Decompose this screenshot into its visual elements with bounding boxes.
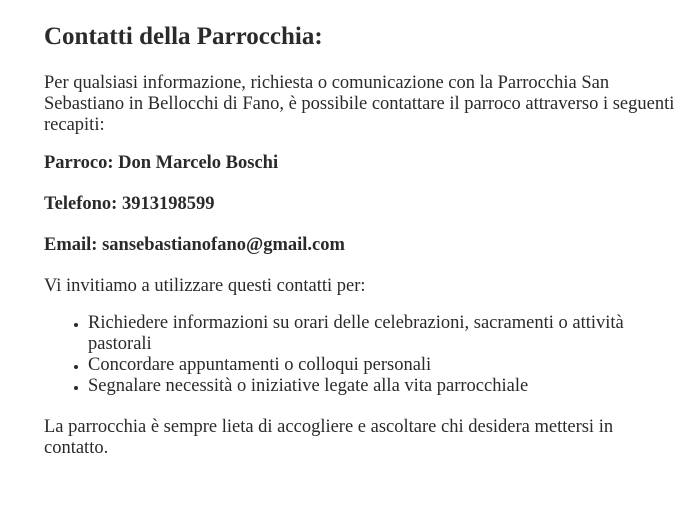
invite-paragraph: Vi invitiamo a utilizzare questi contatti per:: [44, 276, 366, 296]
email-label: Email:: [44, 235, 103, 255]
closing-paragraph: La parrocchia è sempre lieta di accogliere e ascoltare chi desidera mettersi in contatto.: [44, 417, 614, 458]
uses-list: [44, 313, 677, 397]
intro-paragraph: Per qualsiasi informazione, richiesta o comunicazione con la Parrocchia San Sebastiano in Bellocchi di Fano, è possibile contattare il parroco attraverso i seguenti recapiti:: [44, 73, 675, 135]
parroco-line: Parroco: Don Marcelo Boschi: [44, 153, 279, 173]
page-title: Contatti della Parrocchia:: [44, 23, 323, 50]
list-item: • Segnalare necessità o iniziative legate alla vita parrocchiale: [88, 376, 677, 397]
email-link[interactable]: sansebastianofano@gmail.com: [102, 235, 345, 255]
email-line: [44, 235, 677, 256]
list-item: • Richiedere informazioni su orari delle celebrazioni, sacramenti o attività pastorali: [88, 313, 677, 355]
list-item: • Concordare appuntamenti o colloqui personali: [88, 355, 677, 376]
telefono-line: Telefono: 3913198599: [44, 194, 215, 214]
